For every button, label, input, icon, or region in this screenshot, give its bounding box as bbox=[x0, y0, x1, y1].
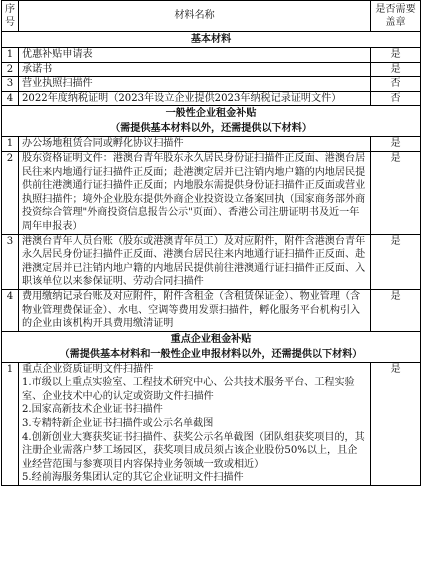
table-body bbox=[2, 32, 421, 486]
section-title: 重点企业租金补贴 bbox=[170, 333, 252, 345]
row-material bbox=[19, 362, 371, 485]
row-number: 2 bbox=[2, 151, 19, 234]
row-stamp: 是 bbox=[371, 289, 421, 331]
material-paragraph: 4.创新创业大赛获奖证书扫描件、获奖公示名单截图（团队组获奖项目的，其注册企业需落户梦工场园区，获奖项目成员须占该企业股份50%以上，且企业经营范围与参赛项目内容保持业务领域一致或相近） bbox=[22, 431, 365, 470]
material-paragraph: 1.市级以上重点实验室、工程技术研究中心、公共技术服务平台、工程实验室、企业技术中心的认定或资助文件扫描件 bbox=[22, 377, 355, 402]
row-material: 2022年度纳税证明（2023年设立企业提供2023年纳税记录证明文件） bbox=[19, 91, 371, 106]
section-subtitle: （需提供基本材料以外，还需提供以下材料） bbox=[110, 123, 312, 135]
section-row-general bbox=[2, 106, 421, 137]
row-number: 3 bbox=[2, 77, 19, 92]
row-stamp: 否 bbox=[371, 91, 421, 106]
table-header-row bbox=[2, 1, 421, 32]
materials-table bbox=[1, 0, 421, 486]
row-number: 1 bbox=[2, 362, 19, 485]
row-number: 3 bbox=[2, 234, 19, 289]
row-material: 优惠补贴申请表 bbox=[19, 48, 371, 63]
row-stamp: 是 bbox=[371, 137, 421, 152]
header-material-name: 材料名称 bbox=[19, 1, 371, 32]
material-paragraph: 2.国家高新技术企业证书扫描件 bbox=[22, 404, 163, 416]
table-row bbox=[2, 137, 421, 152]
section-subtitle: （需提供基本材料和一般性企业申报材料以外，还需提供以下材料） bbox=[59, 348, 363, 360]
row-material: 港澳台青年人员台账（股东或港澳青年员工）及对应附件，附件含港澳台青年永久居民身份证扫描件正反面、港澳台居民往来内地通行证扫描件正反面、赴港澳定居并已注销内地户籍的内地居民提供前往港澳通行证扫描件正反面、入职该单位以来参保证明、劳动合同扫描件 bbox=[19, 234, 371, 289]
row-stamp: 是 bbox=[371, 48, 421, 63]
material-paragraph: 3.专精特新企业证书扫描件或公示名单截图 bbox=[22, 418, 214, 430]
row-stamp: 是 bbox=[371, 234, 421, 289]
section-title: 基本材料 bbox=[190, 34, 232, 45]
table-row bbox=[2, 289, 421, 331]
row-stamp: 是 bbox=[371, 362, 421, 485]
row-material: 股东资格证明文件：港澳台青年股东永久居民身份证扫描件正反面、港澳台居民往来内地通行证扫描件正反面；赴港澳定居并已注销内地户籍的内地居民提供前往港澳通行证扫描件正反面；内地股东需提供身份证扫描件正反面或营业执照扫描件；境外企业股东提供外商企业投资设立备案回执（国家商务部外商投资综合管理"外商投资信息报告公示"页面）、香港公司注册证明书及近一年周年申报表） bbox=[19, 151, 371, 234]
row-stamp: 是 bbox=[371, 151, 421, 234]
row-number: 1 bbox=[2, 137, 19, 152]
row-stamp: 否 bbox=[371, 77, 421, 92]
table-row bbox=[2, 151, 421, 234]
table-row bbox=[2, 362, 421, 485]
row-material: 承诺书 bbox=[19, 62, 371, 77]
row-number: 1 bbox=[2, 48, 19, 63]
header-stamp: 是否需要盖章 bbox=[371, 1, 421, 32]
section-row-key bbox=[2, 331, 421, 362]
table-row bbox=[2, 62, 421, 77]
row-number: 2 bbox=[2, 62, 19, 77]
section-row-basic bbox=[2, 32, 421, 48]
table-row bbox=[2, 91, 421, 106]
table-row bbox=[2, 77, 421, 92]
header-no: 序号 bbox=[2, 1, 19, 32]
table-row bbox=[2, 48, 421, 63]
row-number: 4 bbox=[2, 289, 19, 331]
row-material: 营业执照扫描件 bbox=[19, 77, 371, 92]
row-material: 办公场地租赁合同或孵化协议扫描件 bbox=[19, 137, 371, 152]
row-material: 费用缴纳记录台账及对应附件，附件含租金（含租赁保证金）、物业管理（含物业管理费保证金）、水电、空调等费用发票扫描件，孵化服务平台机构引入的企业由该机构开具费用缴清证明 bbox=[19, 289, 371, 331]
table-row bbox=[2, 234, 421, 289]
material-paragraph: 重点企业资质证明文件扫描件 bbox=[22, 363, 154, 375]
row-stamp: 是 bbox=[371, 62, 421, 77]
material-paragraph: 5.经前海服务集团认定的其它企业证明文件扫描件 bbox=[22, 472, 244, 484]
row-number: 4 bbox=[2, 91, 19, 106]
section-title: 一般性企业租金补贴 bbox=[165, 108, 257, 120]
